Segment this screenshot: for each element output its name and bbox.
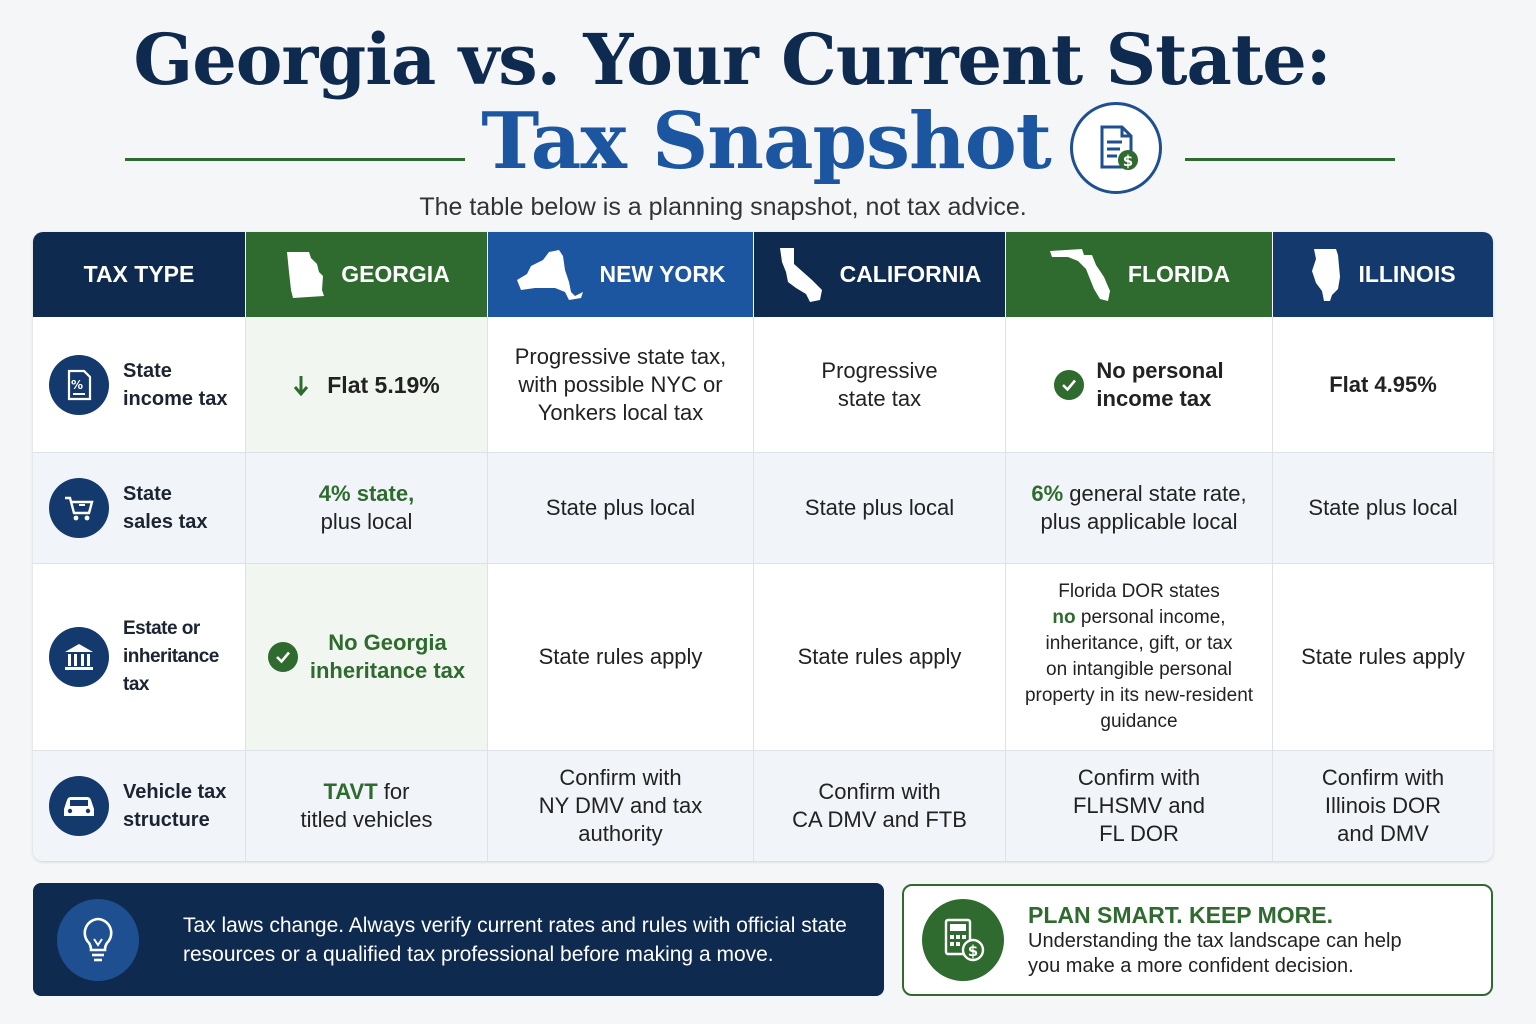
page-subtitle: The table below is a planning snapshot, not tax advice. — [419, 193, 1027, 221]
georgia-income-cell — [246, 317, 487, 452]
tax-comparison-table — [33, 232, 1493, 861]
header-florida — [1006, 232, 1272, 317]
illinois-map-icon — [1310, 247, 1344, 303]
header-illinois — [1273, 232, 1493, 317]
row-header-vehicle — [33, 751, 245, 861]
georgia-sales-cell: 4% state, plus local — [318, 481, 415, 534]
florida-sales-cell: 6% general state rate, plus applicable local — [1031, 481, 1247, 534]
row-label: Vehicle tax structure — [123, 781, 227, 831]
lightbulb-icon — [57, 899, 139, 981]
page-title-highlight: Tax Snapshot — [481, 96, 1051, 187]
svg-text:$: $ — [1122, 152, 1134, 170]
header-label: GEORGIA — [341, 261, 450, 287]
georgia-vehicle-cell: TAVT for titled vehicles — [300, 779, 433, 832]
cell-text: Flat 5.19% — [327, 371, 440, 398]
new-york-sales-cell: State plus local — [545, 495, 696, 520]
row-label: Estate or inheritance tax — [123, 618, 219, 695]
title-divider-right — [1185, 158, 1395, 161]
tax-form-icon — [49, 355, 109, 415]
shopping-cart-icon — [49, 478, 109, 538]
row-header-sales — [33, 453, 245, 563]
government-building-icon — [49, 627, 109, 687]
disclaimer-text: Tax laws change. Always verify current rates and rules with official state resources or a qualified tax professional before making a move. — [183, 913, 847, 966]
california-sales-cell: State plus local — [804, 495, 955, 520]
header-label: ILLINOIS — [1358, 261, 1456, 287]
new-york-vehicle-cell: Confirm with NY DMV and tax authority — [538, 765, 703, 846]
tax-document-dollar-icon — [1070, 102, 1162, 194]
header-label: CALIFORNIA — [839, 261, 982, 287]
florida-vehicle-cell: Confirm with FLHSMV and FL DOR — [1072, 765, 1206, 846]
row-label: State income tax — [123, 359, 228, 410]
georgia-map-icon — [283, 250, 327, 300]
plan-heading: PLAN SMART. KEEP MORE. — [1028, 902, 1333, 928]
header-label: TAX TYPE — [83, 261, 195, 287]
header-california — [754, 232, 1005, 317]
california-vehicle-cell: Confirm with CA DMV and FTB — [792, 779, 967, 832]
header-label: FLORIDA — [1127, 261, 1231, 287]
plan-body: Understanding the tax landscape can help you make a more confident decision. — [1028, 930, 1402, 977]
california-estate-cell: State rules apply — [797, 644, 962, 669]
checkmark-icon — [268, 642, 298, 672]
disclaimer-banner — [33, 883, 884, 996]
florida-estate-cell: Florida DOR states no personal income, inheritance, gift, or tax on intangible personal property in its new-resident guidance — [1024, 581, 1254, 732]
row-header-estate — [33, 564, 245, 750]
illinois-vehicle-cell: Confirm with Illinois DOR and DMV — [1321, 765, 1445, 846]
header-tax-type — [33, 232, 245, 317]
plan-smart-callout — [902, 884, 1493, 996]
header-new-york — [488, 232, 753, 317]
illinois-estate-cell: State rules apply — [1301, 644, 1465, 669]
page-title: Georgia vs. Your Current State: — [133, 18, 1331, 101]
header-georgia — [246, 232, 487, 317]
row-label: State sales tax — [123, 483, 208, 533]
header-label: NEW YORK — [599, 261, 726, 287]
arrow-down-icon — [293, 374, 309, 396]
row-header-income — [33, 317, 245, 452]
california-map-icon — [778, 246, 826, 304]
new-york-income-cell: Progressive state tax, with possible NYC or Yonkers local tax — [514, 343, 727, 425]
georgia-estate-cell: No Georgia inheritance tax — [246, 564, 487, 750]
car-icon — [49, 776, 109, 836]
calculator-dollar-icon — [922, 899, 1004, 981]
illinois-sales-cell: State plus local — [1308, 495, 1458, 520]
florida-map-icon — [1048, 247, 1114, 303]
illinois-income-cell: Flat 4.95% — [1329, 371, 1437, 397]
new-york-estate-cell: State rules apply — [538, 644, 703, 669]
svg-text:$: $ — [967, 942, 979, 960]
california-income-cell: Progressive state tax — [821, 357, 938, 411]
new-york-map-icon — [515, 248, 585, 302]
florida-income-cell: No personal income tax — [1006, 317, 1272, 452]
checkmark-icon — [1054, 370, 1084, 400]
svg-text:%: % — [70, 377, 84, 392]
